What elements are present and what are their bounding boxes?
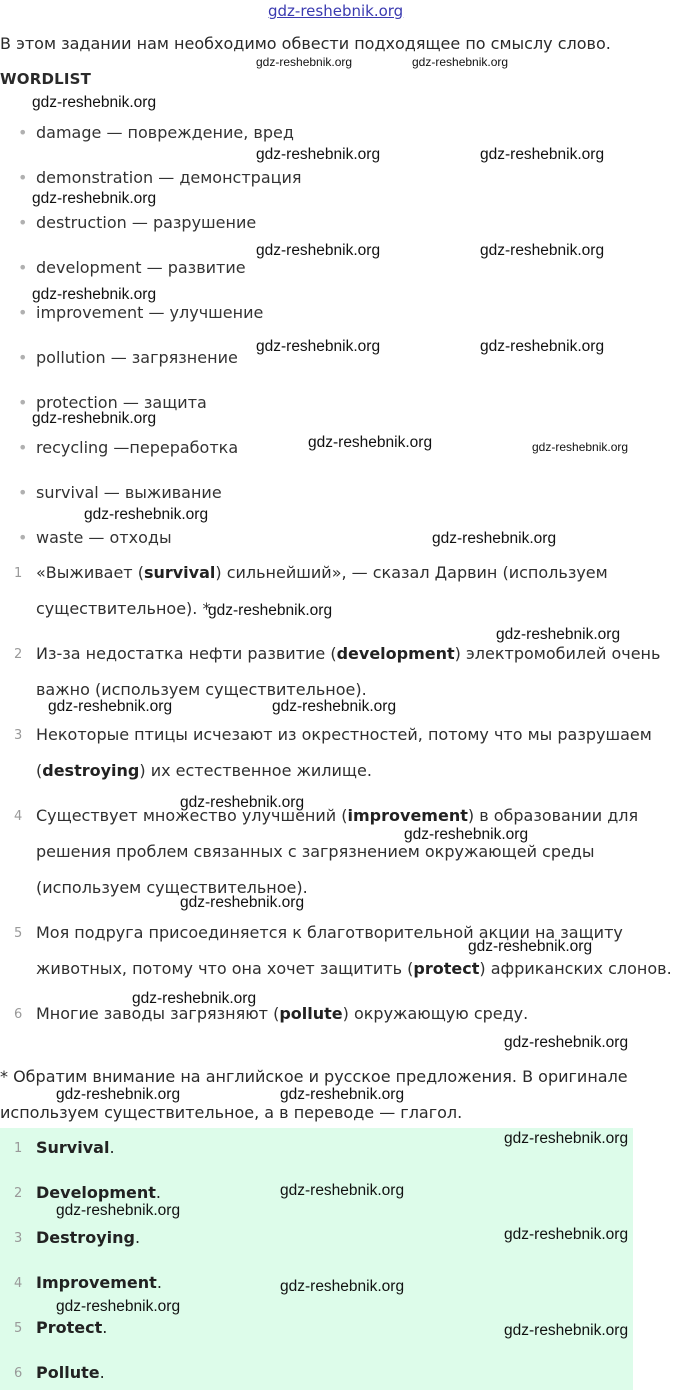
answer-item: Survival.	[36, 1138, 115, 1157]
bullet-icon: •	[18, 123, 28, 142]
exercise-number: 2	[14, 647, 23, 662]
watermark: gdz-reshebnik.org	[32, 190, 157, 207]
bullet-icon: •	[18, 528, 28, 547]
watermark: gdz-reshebnik.org	[496, 626, 621, 643]
bullet-icon: •	[18, 258, 28, 277]
watermark: gdz-reshebnik.org	[84, 506, 209, 523]
answer-number: 1	[14, 1141, 23, 1156]
wordlist-item-text: recycling —переработка	[36, 438, 239, 457]
answer-item: Improvement.	[36, 1273, 162, 1292]
bullet-icon: •	[18, 168, 28, 187]
exercise-line: решения проблем связанных с загрязнением окружающей среды	[36, 842, 595, 861]
wordlist-item	[18, 303, 263, 322]
answer-box	[0, 1128, 633, 1390]
answer-number: 5	[14, 1321, 23, 1336]
intro-text: В этом задании нам необходимо обвести подходящее по смыслу слово.	[0, 34, 611, 53]
wordlist-item-text: development — развитие	[36, 258, 246, 277]
wordlist-item-text: protection — защита	[36, 393, 207, 412]
answer-number: 3	[14, 1231, 23, 1246]
wordlist-item-text: improvement — улучшение	[36, 303, 264, 322]
wordlist-item	[18, 438, 238, 457]
bullet-icon: •	[18, 348, 28, 367]
watermark: gdz-reshebnik.org	[404, 826, 529, 843]
watermark: gdz-reshebnik.org	[180, 894, 305, 911]
exercise-line: (destroying) их естественное жилище.	[36, 761, 372, 780]
watermark: gdz-reshebnik.org	[480, 242, 605, 259]
watermark: gdz-reshebnik.org	[208, 602, 333, 619]
exercise-line: Моя подруга присоединяется к благотворительной акции на защиту	[36, 923, 623, 942]
wordlist-item	[18, 258, 246, 277]
wordlist-item	[18, 123, 294, 142]
wordlist-item-text: waste — отходы	[36, 528, 172, 547]
wordlist-item-text: destruction — разрушение	[36, 213, 257, 232]
footnote-line: * Обратим внимание на английское и русское предложения. В оригинале	[0, 1067, 628, 1086]
watermark: gdz-reshebnik.org	[132, 990, 257, 1007]
bullet-icon: •	[18, 438, 28, 457]
wordlist-item-text: survival — выживание	[36, 483, 222, 502]
watermark: gdz-reshebnik.org	[32, 94, 157, 111]
top-watermark-link[interactable]: gdz-reshebnik.org	[268, 2, 404, 20]
exercise-number: 6	[14, 1007, 23, 1022]
wordlist-item-text: pollution — загрязнение	[36, 348, 238, 367]
watermark: gdz-reshebnik.org	[256, 146, 381, 163]
bullet-icon: •	[18, 483, 28, 502]
watermark: gdz-reshebnik.org	[256, 242, 381, 259]
watermark: gdz-reshebnik.org	[280, 1182, 405, 1199]
wordlist-item	[18, 168, 302, 187]
bullet-icon: •	[18, 393, 28, 412]
wordlist-item	[18, 213, 256, 232]
watermark: gdz-reshebnik.org	[480, 146, 605, 163]
wordlist-item	[18, 483, 222, 502]
wordlist-item-text: demonstration — демонстрация	[36, 168, 302, 187]
answer-item: Destroying.	[36, 1228, 141, 1247]
watermark: gdz-reshebnik.org	[32, 286, 157, 303]
watermark: gdz-reshebnik.org	[56, 1086, 181, 1103]
wordlist-item	[18, 528, 172, 547]
exercise-line: Многие заводы загрязняют (pollute) окружающую среду.	[36, 1004, 529, 1023]
answer-number: 2	[14, 1186, 23, 1201]
answer-item: Pollute.	[36, 1363, 105, 1382]
watermark: gdz-reshebnik.org	[480, 338, 605, 355]
watermark: gdz-reshebnik.org	[504, 1322, 629, 1339]
exercise-number: 4	[14, 809, 23, 824]
wordlist-item-text: damage — повреждение, вред	[36, 123, 294, 142]
watermark: gdz-reshebnik.org	[256, 338, 381, 355]
exercise-line: Некоторые птицы исчезают из окрестностей, потому что мы разрушаем	[36, 725, 652, 744]
exercise-line: существительное). *	[36, 599, 211, 618]
bullet-icon: •	[18, 303, 28, 322]
watermark: gdz-reshebnik.org	[56, 1298, 181, 1315]
exercise-number: 1	[14, 566, 23, 581]
watermark: gdz-reshebnik.org	[308, 434, 433, 451]
exercise-number: 5	[14, 926, 23, 941]
exercise-number: 3	[14, 728, 23, 743]
exercise-line: (используем существительное).	[36, 878, 308, 897]
watermark: gdz-reshebnik.org	[504, 1034, 629, 1051]
watermark: gdz-reshebnik.org	[532, 440, 629, 454]
exercise-line: «Выживает (survival) сильнейший», — сказал Дарвин (используем	[36, 563, 608, 582]
watermark: gdz-reshebnik.org	[32, 410, 157, 427]
watermark: gdz-reshebnik.org	[504, 1130, 629, 1147]
watermark: gdz-reshebnik.org	[432, 530, 557, 547]
watermark: gdz-reshebnik.org	[272, 698, 397, 715]
watermark: gdz-reshebnik.org	[48, 698, 173, 715]
wordlist-item	[18, 348, 238, 367]
exercise-line: животных, потому что она хочет защитить (protect) африканских слонов.	[36, 959, 672, 978]
exercise-line: Из-за недостатка нефти развитие (development) электромобилей очень	[36, 644, 661, 663]
answer-item: Protect.	[36, 1318, 108, 1337]
watermark: gdz-reshebnik.org	[412, 55, 509, 69]
answer-item: Development.	[36, 1183, 161, 1202]
watermark: gdz-reshebnik.org	[280, 1086, 405, 1103]
watermark: gdz-reshebnik.org	[468, 938, 593, 955]
exercise-line: важно (используем существительное).	[36, 680, 367, 699]
watermark: gdz-reshebnik.org	[256, 55, 353, 69]
footnote-line: используем существительное, а в переводе — глагол.	[0, 1103, 463, 1122]
watermark: gdz-reshebnik.org	[280, 1278, 405, 1295]
watermark: gdz-reshebnik.org	[180, 794, 305, 811]
answer-number: 4	[14, 1276, 23, 1291]
answer-number: 6	[14, 1366, 23, 1381]
watermark: gdz-reshebnik.org	[504, 1226, 629, 1243]
wordlist-heading: WORDLIST	[0, 70, 92, 88]
bullet-icon: •	[18, 213, 28, 232]
exercise-line: Существует множество улучшений (improvement) в образовании для	[36, 806, 639, 825]
watermark: gdz-reshebnik.org	[56, 1202, 181, 1219]
